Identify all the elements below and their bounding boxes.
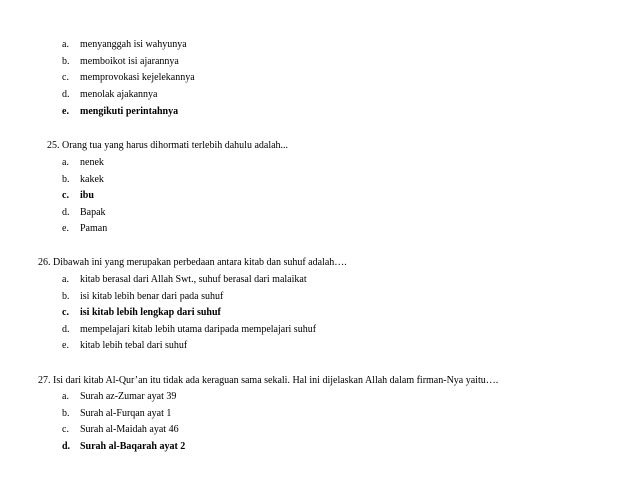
option-letter: c. (62, 307, 69, 318)
option-letter: b. (62, 408, 70, 419)
option-letter: d. (62, 89, 70, 100)
option-letter: b. (62, 56, 70, 67)
option-letter: e. (62, 223, 69, 234)
option-letter: a. (62, 157, 69, 168)
question-27: 27. Isi dari kitab Al-Qur’an itu tidak ada keraguan sama sekali. Hal ini dijelaskan Allah dalam firman-Nya yaitu…. (38, 375, 499, 386)
option-text: kakek (80, 174, 104, 185)
option-text: Surah az-Zumar ayat 39 (80, 391, 177, 402)
option-text: kitab berasal dari Allah Swt., suhuf berasal dari malaikat (80, 274, 307, 285)
option-letter: d. (62, 441, 71, 452)
option-letter: d. (62, 324, 70, 335)
option-text: memboikot isi ajarannya (80, 56, 179, 67)
option-text: Surah al-Baqarah ayat 2 (80, 441, 186, 452)
question-26: 26. Dibawah ini yang merupakan perbedaan antara kitab dan suhuf adalah…. (38, 257, 347, 268)
option-text: kitab lebih tebal dari suhuf (80, 340, 188, 351)
option-text: Surah al-Furqan ayat 1 (80, 408, 172, 419)
option-text: isi kitab lebih lengkap dari suhuf (80, 307, 221, 318)
option-letter: a. (62, 391, 69, 402)
option-text: menyanggah isi wahyunya (80, 39, 187, 50)
option-text: Bapak (80, 207, 106, 218)
option-text: menolak ajakannya (80, 89, 158, 100)
option-letter: c. (62, 72, 69, 83)
question-25: 25. Orang tua yang harus dihormati terlebih dahulu adalah... (47, 140, 289, 151)
option-letter: c. (62, 424, 69, 435)
option-text: mengikuti perintahnya (80, 106, 179, 117)
option-text: isi kitab lebih benar dari pada suhuf (80, 291, 224, 302)
option-text: ibu (80, 190, 94, 201)
option-letter: c. (62, 190, 69, 201)
option-letter: d. (62, 207, 70, 218)
option-letter: b. (62, 174, 70, 185)
option-text: mempelajari kitab lebih utama daripada mempelajari suhuf (80, 324, 317, 335)
option-letter: b. (62, 291, 70, 302)
option-letter: a. (62, 39, 69, 50)
option-letter: e. (62, 340, 69, 351)
option-text: memprovokasi kejelekannya (80, 72, 195, 83)
option-text: Paman (80, 223, 108, 234)
option-text: Surah al-Maidah ayat 46 (80, 424, 179, 435)
option-text: nenek (80, 157, 104, 168)
option-letter: e. (62, 106, 69, 117)
option-letter: a. (62, 274, 69, 285)
